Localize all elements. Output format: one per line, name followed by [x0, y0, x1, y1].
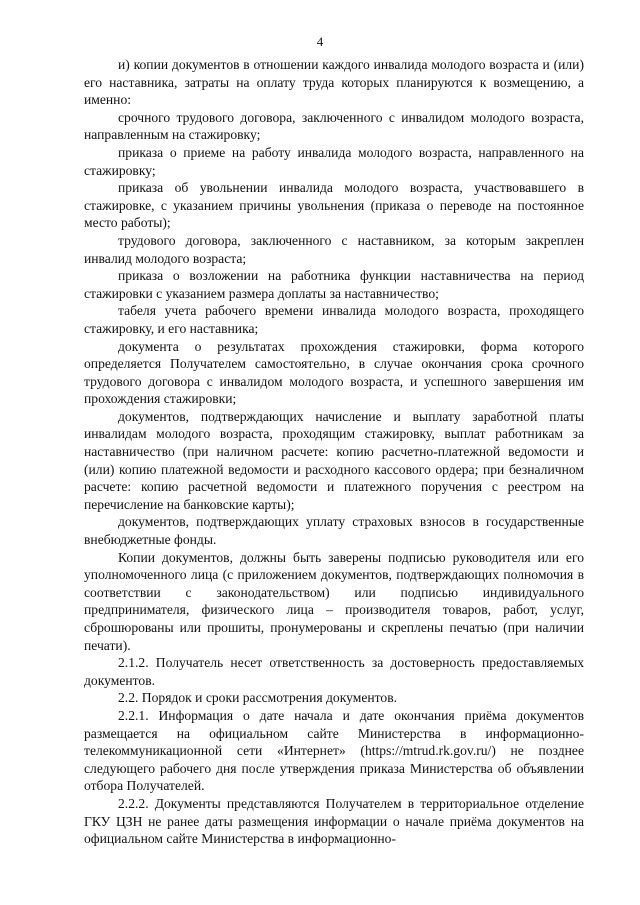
paragraph-internship-results: документа о результатах прохождения стажировки, форма которого определяется Получателем самостоятельно, в случае окончания срока срочного трудового договора с инвалидом молодого возраста, и успешного завершения им прохождения стажировки;	[84, 338, 584, 407]
paragraph-copies-certification: Копии документов, должны быть заверены подписью руководителя или его уполномоченного лица (с приложением документов, подтверждающих полномочия в соответствии с законодательством) или подписью индивидуального предпринимателя, физического лица – производителя товаров, работ, услуг, сброшюрованы или прошиты, пронумерованы и скреплены печатью (при наличии печати).	[84, 549, 584, 653]
paragraph-2-1-2: 2.1.2. Получатель несет ответственность за достоверность предоставляемых документов.	[84, 655, 584, 688]
document-body	[84, 56, 584, 848]
paragraph-item-i: и) копии документов в отношении каждого инвалида молодого возраста и (или) его наставника, затраты на оплату труда которых планируются к возмещению, а именно:	[84, 57, 584, 108]
paragraph-insurance-contributions: документов, подтверждающих уплату страховых взносов в государственные внебюджетные фонды.	[84, 514, 584, 548]
paragraph-timesheet: табеля учета рабочего времени инвалида молодого возраста, проходящего стажировку, и его наставника;	[84, 303, 584, 336]
page-number: 4	[316, 34, 324, 49]
paragraph-hiring-order: приказа о приеме на работу инвалида молодого возраста, направленного на стажировку;	[84, 144, 584, 178]
paragraph-2-2-2: 2.2.2. Документы представляются Получателем в территориальное отделение ГКУ ЦЗН не ранее даты размещения информации о начале приёма документов на официальном сайте Министерства в информационно-	[84, 795, 584, 847]
paragraph-2-2-1: 2.2.1. Информация о дате начала и дате окончания приёма документов размещается на официальном сайте Министерства в информационно-телекоммуникационной сети «Интернет» (https://mtrud.rk.gov.ru/) не позднее следующего рабочего дня после утверждения приказа Министерства об объявлении отбора Получателей.	[84, 707, 584, 794]
paragraph-salary-documents: документов, подтверждающих начисление и выплату заработной платы инвалидам молодого возраста, проходящим стажировку, выплат работникам за наставничество (при наличном расчете: копию расчетно-платежной ведомости и (или) копию платежной ведомости и расходного кассового ордера; при безналичном расчете: копию расчетной ведомости и платежного поручения с реестром на перечисление на банковские карты);	[84, 408, 584, 512]
paragraph-mentor-contract: трудового договора, заключенного с наставником, за которым закреплен инвалид молодого возраста;	[84, 232, 584, 266]
paragraph-dismissal-order: приказа об увольнении инвалида молодого возраста, участвовавшего в стажировке, с указанием причины увольнения (приказа о переводе на постоянное место работы);	[84, 180, 584, 231]
paragraph-mentoring-order: приказа о возложении на работника функции наставничества на период стажировки с указанием размера доплаты за наставничество;	[84, 268, 584, 301]
paragraph-fixed-term-contract: срочного трудового договора, заключенного с инвалидом молодого возраста, направленным на стажировку;	[84, 109, 584, 143]
paragraph-2-2: 2.2. Порядок и сроки рассмотрения документов.	[118, 690, 398, 706]
